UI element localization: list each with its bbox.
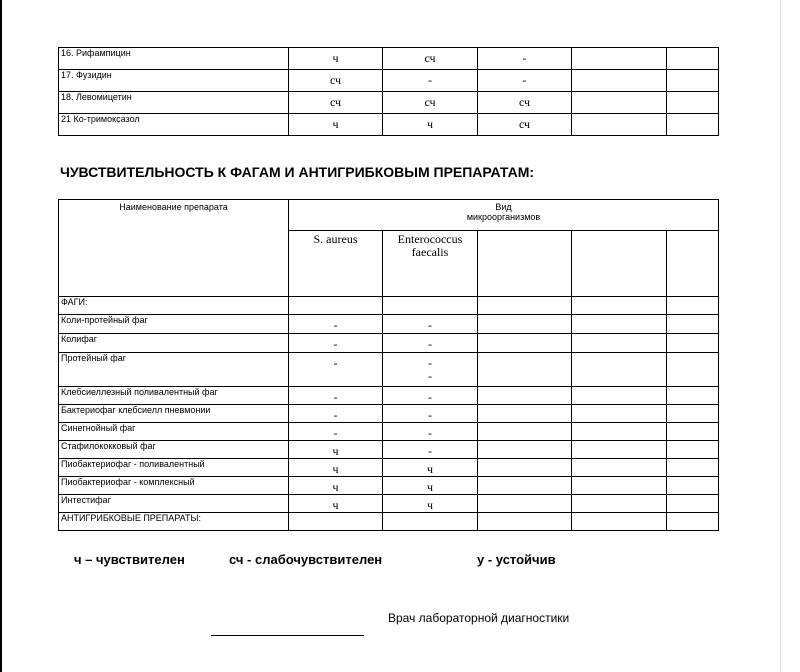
organism-header: Enterococcus faecalis bbox=[383, 231, 478, 297]
legend-weakly-sensitive: сч - слабочувствителен bbox=[229, 552, 383, 567]
organism-header bbox=[572, 231, 667, 297]
result-cell bbox=[572, 70, 667, 92]
result-cell bbox=[478, 353, 572, 387]
result-cell bbox=[478, 459, 572, 477]
result-cell bbox=[572, 441, 667, 459]
table-row bbox=[59, 353, 719, 387]
result-cell: - bbox=[289, 405, 383, 423]
table-row bbox=[59, 423, 719, 441]
table-cell bbox=[383, 513, 478, 531]
page-edge-left bbox=[0, 0, 2, 672]
result-cell bbox=[478, 387, 572, 405]
result-cell bbox=[572, 114, 667, 136]
page-edge-right bbox=[780, 0, 781, 672]
result-cell bbox=[478, 441, 572, 459]
result-cell: ч bbox=[383, 477, 478, 495]
table-cell bbox=[572, 297, 667, 315]
table-cell bbox=[478, 513, 572, 531]
result-cell bbox=[572, 353, 667, 387]
table-cell bbox=[667, 297, 719, 315]
result-cell: сч bbox=[289, 70, 383, 92]
drug-name: Синегнойный фаг bbox=[59, 423, 289, 441]
header-drug-name: Наименование препарата bbox=[59, 200, 289, 297]
table-row bbox=[59, 441, 719, 459]
result-cell bbox=[572, 477, 667, 495]
result-cell bbox=[667, 114, 719, 136]
result-cell bbox=[572, 92, 667, 114]
antibiotic-table bbox=[58, 47, 719, 136]
result-cell: - bbox=[478, 48, 572, 70]
table-row bbox=[59, 405, 719, 423]
result-cell bbox=[667, 423, 719, 441]
header-organism-kind bbox=[289, 200, 719, 231]
result-cell bbox=[667, 92, 719, 114]
drug-name: Колифаг bbox=[59, 334, 289, 353]
result-cell: - bbox=[478, 70, 572, 92]
result-cell: - - bbox=[383, 353, 478, 387]
table-row bbox=[59, 48, 719, 70]
result-cell: - bbox=[289, 423, 383, 441]
result-cell bbox=[667, 387, 719, 405]
result-cell: ч bbox=[289, 477, 383, 495]
result-cell bbox=[478, 477, 572, 495]
result-cell bbox=[667, 441, 719, 459]
result-cell bbox=[667, 48, 719, 70]
result-cell: сч bbox=[478, 114, 572, 136]
table-cell bbox=[383, 297, 478, 315]
table-cell bbox=[289, 297, 383, 315]
drug-name: Пиобактериофаг - поливалентный bbox=[59, 459, 289, 477]
result-cell: - bbox=[289, 353, 383, 387]
organism-header bbox=[478, 231, 572, 297]
result-cell bbox=[572, 48, 667, 70]
section-antifungal-label: АНТИГРИБКОВЫЕ ПРЕПАРАТЫ: bbox=[59, 513, 289, 531]
header-kind-line2: микроорганизмов bbox=[466, 212, 541, 222]
result-cell: - bbox=[383, 387, 478, 405]
table-cell bbox=[478, 297, 572, 315]
result-cell: - bbox=[383, 315, 478, 334]
result-cell bbox=[478, 495, 572, 513]
result-cell: сч bbox=[289, 92, 383, 114]
result-cell bbox=[667, 405, 719, 423]
result-cell: - bbox=[383, 441, 478, 459]
signature-line bbox=[211, 635, 364, 636]
result-cell: - bbox=[289, 334, 383, 353]
drug-name: Бактериофаг клебсиелл пневмонии bbox=[59, 405, 289, 423]
result-cell: - bbox=[289, 315, 383, 334]
result-cell: ч bbox=[383, 114, 478, 136]
result-cell: ч bbox=[383, 459, 478, 477]
result-cell bbox=[667, 495, 719, 513]
result-cell bbox=[572, 315, 667, 334]
organism-header: S. aureus bbox=[289, 231, 383, 297]
result-cell: сч bbox=[383, 92, 478, 114]
result-cell: ч bbox=[289, 48, 383, 70]
result-cell bbox=[667, 459, 719, 477]
legend-sensitive: ч – чувствителен bbox=[74, 552, 185, 567]
drug-name: 16. Рифампицин bbox=[59, 48, 289, 70]
table-row bbox=[59, 70, 719, 92]
drug-name: Протейный фаг bbox=[59, 353, 289, 387]
result-cell: ч bbox=[289, 441, 383, 459]
result-cell bbox=[572, 387, 667, 405]
result-cell bbox=[478, 315, 572, 334]
result-cell bbox=[572, 459, 667, 477]
drug-name: Коли-протейный фаг bbox=[59, 315, 289, 334]
drug-name: Интестифаг bbox=[59, 495, 289, 513]
result-cell bbox=[667, 70, 719, 92]
phage-table bbox=[58, 199, 719, 531]
table-row bbox=[59, 334, 719, 353]
result-cell bbox=[667, 334, 719, 353]
table-cell bbox=[667, 513, 719, 531]
table-cell bbox=[572, 513, 667, 531]
result-cell bbox=[478, 334, 572, 353]
result-cell: сч bbox=[383, 48, 478, 70]
drug-name: 17. Фузидин bbox=[59, 70, 289, 92]
drug-name: 18. Левомицетин bbox=[59, 92, 289, 114]
section-title: ЧУВСТВИТЕЛЬНОСТЬ К ФАГАМ И АНТИГРИБКОВЫМ ПРЕПАРАТАМ: bbox=[60, 164, 535, 180]
table-row bbox=[59, 315, 719, 334]
table-row bbox=[59, 477, 719, 495]
table-row bbox=[59, 92, 719, 114]
result-cell bbox=[478, 405, 572, 423]
result-cell bbox=[572, 423, 667, 441]
result-cell: - bbox=[383, 405, 478, 423]
result-cell: ч bbox=[289, 459, 383, 477]
doctor-signature-label: Врач лабораторной диагностики bbox=[388, 611, 570, 625]
table-cell bbox=[289, 513, 383, 531]
drug-name: Пиобактериофаг - комплексный bbox=[59, 477, 289, 495]
result-cell bbox=[572, 405, 667, 423]
result-cell: - bbox=[383, 423, 478, 441]
result-cell bbox=[667, 477, 719, 495]
result-cell: ч bbox=[289, 495, 383, 513]
result-cell bbox=[572, 334, 667, 353]
table-row bbox=[59, 387, 719, 405]
drug-name: Стафилококковый фаг bbox=[59, 441, 289, 459]
drug-name: 21 Ко-тримоксазол bbox=[59, 114, 289, 136]
result-cell bbox=[667, 315, 719, 334]
result-cell bbox=[667, 353, 719, 387]
header-kind-line1: Вид bbox=[495, 202, 512, 212]
result-cell: ч bbox=[289, 114, 383, 136]
result-cell: - bbox=[383, 70, 478, 92]
legend-resistant: у - устойчив bbox=[477, 552, 556, 567]
result-cell: сч bbox=[478, 92, 572, 114]
result-cell bbox=[478, 423, 572, 441]
table-row bbox=[59, 114, 719, 136]
drug-name: Клебсиеллезный поливалентный фаг bbox=[59, 387, 289, 405]
result-cell: - bbox=[383, 334, 478, 353]
section-phages-label: ФАГИ: bbox=[59, 297, 289, 315]
result-cell bbox=[572, 495, 667, 513]
table-row bbox=[59, 495, 719, 513]
table-row bbox=[59, 459, 719, 477]
result-cell: ч bbox=[383, 495, 478, 513]
result-cell: - bbox=[289, 387, 383, 405]
organism-header bbox=[667, 231, 719, 297]
